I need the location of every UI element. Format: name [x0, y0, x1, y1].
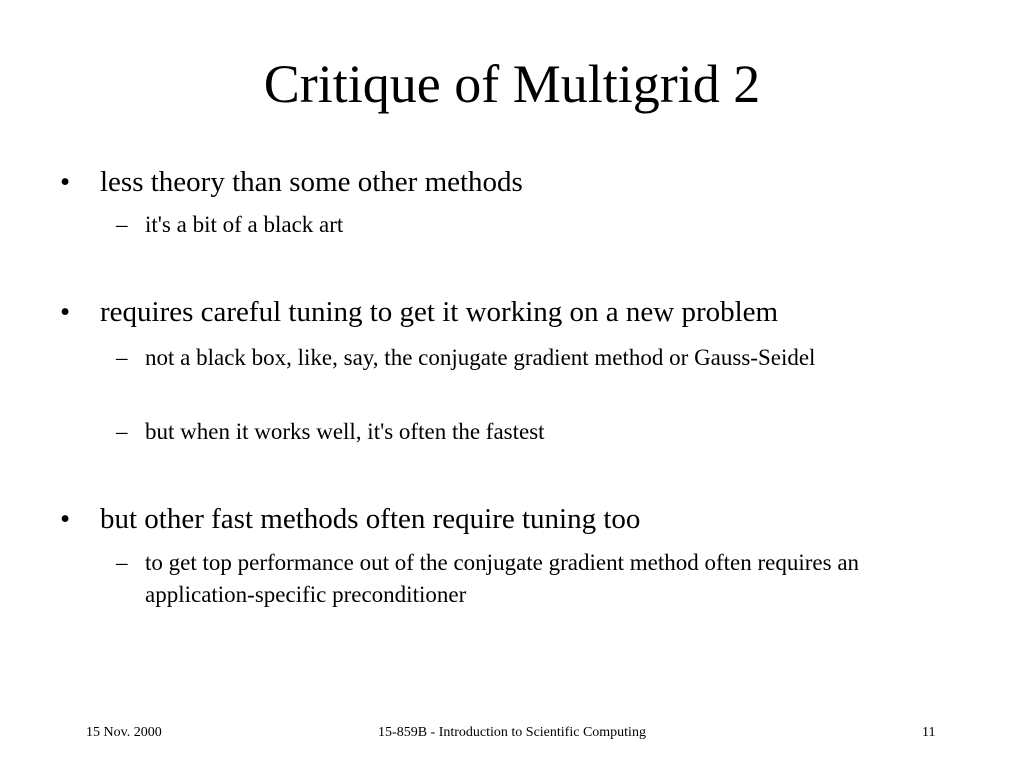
sub-bullet-text: not a black box, like, say, the conjugate gradient method or Gauss-Seidel [145, 345, 816, 370]
bullet-text: requires careful tuning to get it working on a new problem [100, 296, 779, 328]
sub-bullet-marker: – [116, 212, 128, 237]
sub-bullet-marker: – [116, 419, 128, 444]
bullet-marker: • [60, 503, 71, 535]
footer-course: 15-859B - Introduction to Scientific Computing [378, 725, 646, 740]
slide-title: Critique of Multigrid 2 [263, 54, 761, 114]
sub-bullet-text: but when it works well, it's often the fastest [145, 419, 545, 444]
bullet-text: but other fast methods often require tuning too [100, 503, 641, 535]
footer-page-number: 11 [922, 725, 936, 740]
sub-bullet-text: it's a bit of a black art [145, 212, 344, 237]
sub-bullet-marker: – [116, 345, 128, 370]
sub-bullet-text: to get top performance out of the conjugate gradient method often requires an application-specific preconditioner [145, 550, 860, 607]
bullet-text: less theory than some other methods [100, 166, 523, 198]
sub-bullet-marker: – [116, 550, 128, 575]
bullet-marker: • [60, 166, 71, 198]
footer-date: 15 Nov. 2000 [86, 725, 162, 740]
bullet-marker: • [60, 296, 71, 328]
